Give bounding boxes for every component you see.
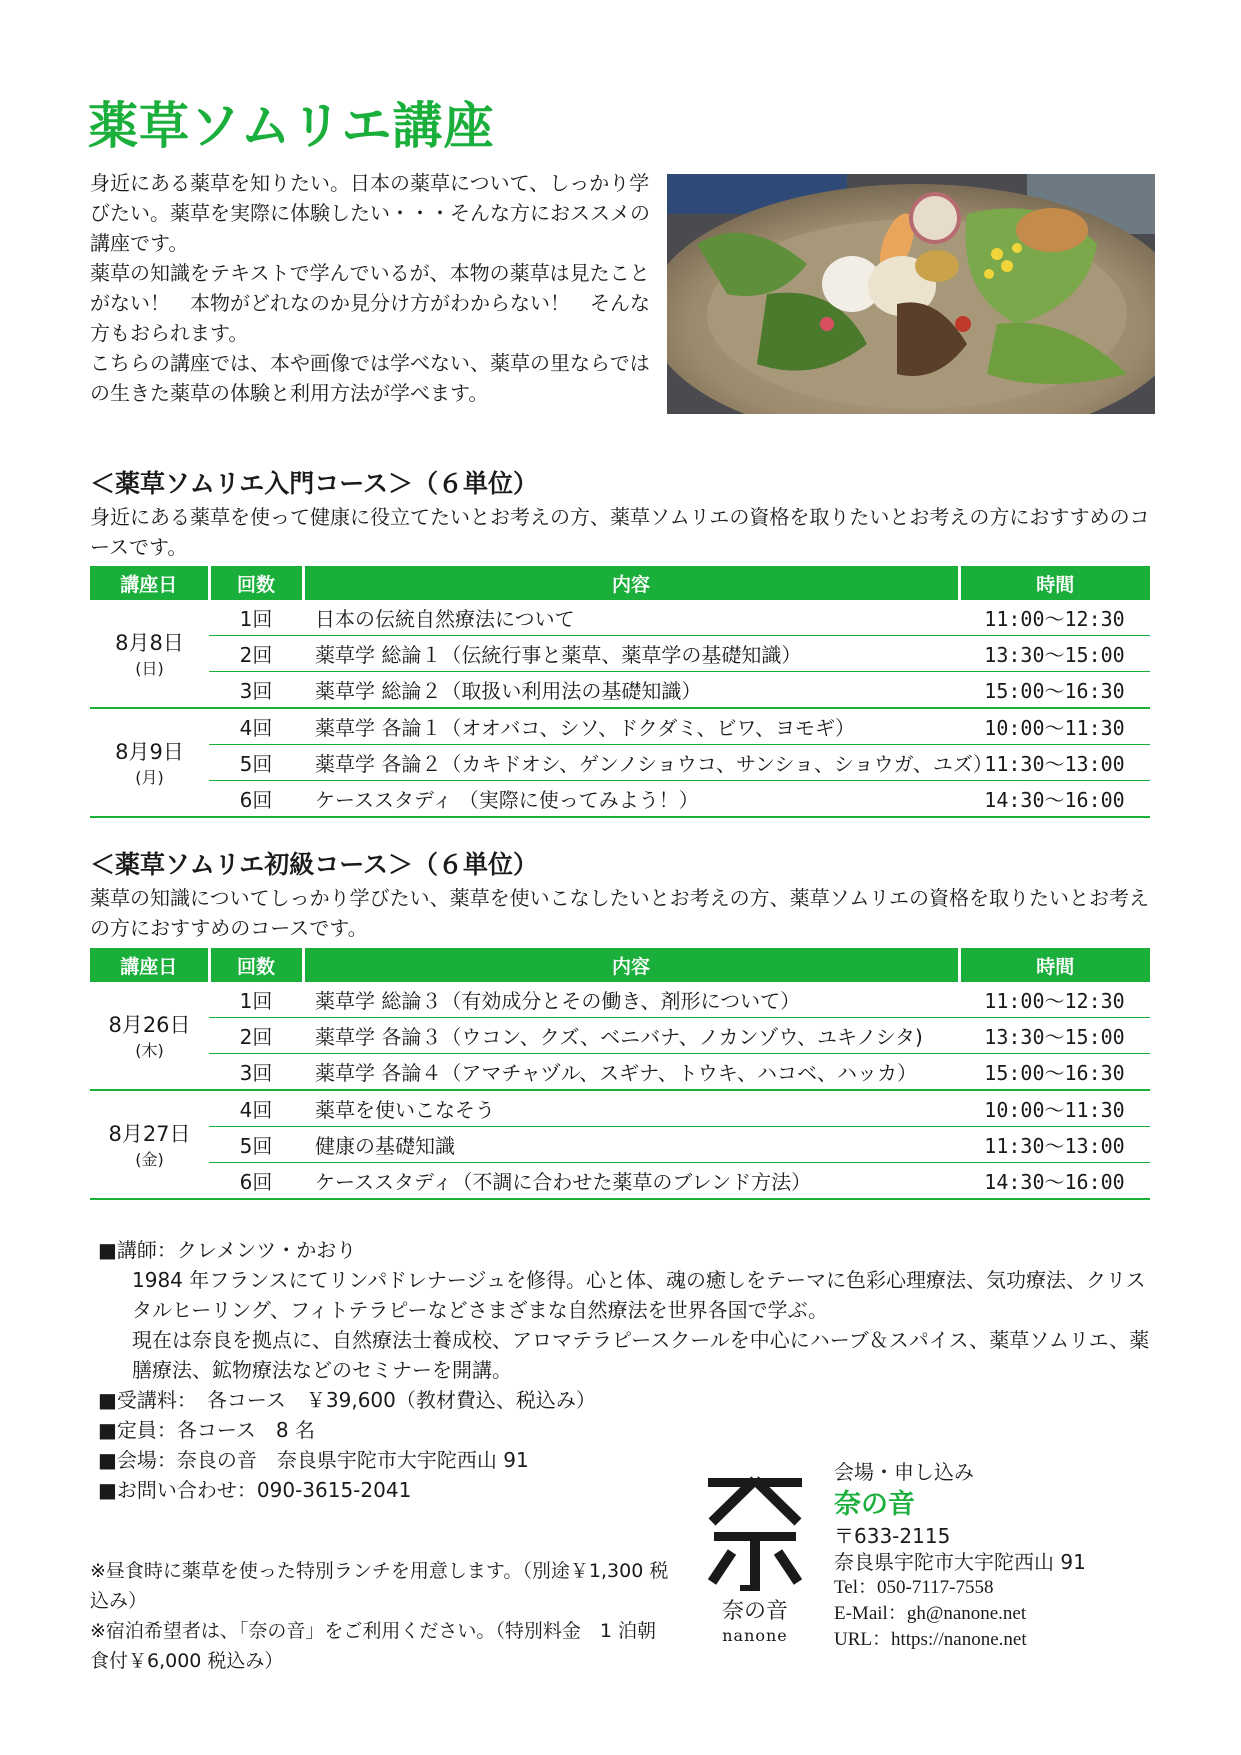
- intro-paragraph: 薬草の知識をテキストで学んでいるが、本物の薬草は見たことがない！ 本物がどれなのか見分け方がわからない！ そんな方もおられます。: [90, 261, 650, 345]
- session-date: [90, 982, 209, 1090]
- course1-description: 身近にある薬草を使って健康に役立てたいとお考えの方、薬草ソムリエの資格を取りたいとお考えの方におすすめのコースです。: [90, 505, 1150, 559]
- session-time: 14:30～16:00: [959, 1163, 1150, 1200]
- header-content: 内容: [303, 566, 959, 600]
- table-row: [90, 636, 1150, 672]
- venue-name: 奈の音: [834, 1489, 915, 1520]
- intro-paragraph: 身近にある薬草を知りたい。日本の薬草について、しっかり学びたい。薬草を実際に体験したい・・・そんな方におススメの講座です。: [90, 171, 650, 255]
- table-header-row: [90, 566, 1150, 600]
- lodging-note: ※宿泊希望者は、「奈の音」をご利用ください。（特別料金 1 泊朝食付￥6,000 税込み）: [90, 1620, 657, 1672]
- lecturer-bio: 現在は奈良を拠点に、自然療法士養成校、アロマテラピースクールを中心にハーブ＆スパイス、薬草ソムリエ、薬膳療法、鉱物療法などのセミナーを開講。: [132, 1328, 1150, 1382]
- table-row: [90, 1018, 1150, 1054]
- course1-heading: ＜薬草ソムリエ入門コース＞（６単位）: [90, 469, 539, 498]
- course2-description: 薬草の知識についてしっかり学びたい、薬草を使いこなしたいとお考えの方、薬草ソムリエの資格を取りたいとお考えの方におすすめのコースです。: [90, 886, 1149, 940]
- table-row: [90, 600, 1150, 636]
- table-header-row: [90, 948, 1150, 982]
- session-date: [90, 1090, 209, 1199]
- nanone-logo: [700, 1470, 810, 1650]
- weekday-label: (木): [135, 1040, 164, 1060]
- session-time: 11:00～12:30: [959, 982, 1150, 1018]
- session-time: 10:00～11:30: [959, 708, 1150, 745]
- table-row: [90, 672, 1150, 709]
- table-row: [90, 708, 1150, 745]
- date-label: 8月26日: [108, 1012, 191, 1037]
- weekday-label: (月): [135, 767, 164, 787]
- session-time: 13:30～15:00: [959, 636, 1150, 672]
- session-time: 15:00～16:30: [959, 672, 1150, 709]
- session-time: 14:30～16:00: [959, 781, 1150, 818]
- session-content: 薬草を使いこなそう: [303, 1090, 959, 1127]
- page-title: 薬草ソムリエ講座: [88, 97, 495, 155]
- header-date: 講座日: [90, 948, 209, 982]
- table-row: [90, 1127, 1150, 1163]
- course2-heading: ＜薬草ソムリエ初級コース＞（６単位）: [90, 850, 539, 879]
- session-content: 薬草学 各論２（カキドオシ、ゲンノショウコ、サンショ、ショウガ、ユズ）: [303, 745, 959, 781]
- session-date: [90, 708, 209, 817]
- header-num: 回数: [209, 566, 303, 600]
- session-time: 15:00～16:30: [959, 1054, 1150, 1091]
- session-date: [90, 600, 209, 708]
- course1-table: [90, 566, 1150, 818]
- session-content: ケーススタディ （実際に使ってみよう！）: [303, 781, 959, 818]
- table-row: [90, 982, 1150, 1018]
- session-content: ケーススタディ（不調に合わせた薬草のブレンド方法）: [303, 1163, 959, 1200]
- header-date: 講座日: [90, 566, 209, 600]
- session-number: 3回: [209, 1054, 303, 1091]
- venue-postal: 〒633-2115: [834, 1524, 951, 1548]
- logo-kanji-mark: [700, 1470, 810, 1594]
- session-content: 健康の基礎知識: [303, 1127, 959, 1163]
- header-content: 内容: [303, 948, 959, 982]
- capacity-line: ■定員：各コース 8 名: [98, 1418, 315, 1442]
- herbal-dish-photo: [667, 174, 1155, 414]
- session-time: 10:00～11:30: [959, 1090, 1150, 1127]
- weekday-label: (金): [135, 1149, 164, 1169]
- session-number: 1回: [209, 600, 303, 636]
- venue-contact: [834, 1457, 1164, 1653]
- table-row: [90, 781, 1150, 818]
- session-content: 薬草学 総論１（伝統行事と薬草、薬草学の基礎知識）: [303, 636, 959, 672]
- contact-line: ■お問い合わせ：090-3615-2041: [98, 1478, 412, 1502]
- session-content: 薬草学 総論３（有効成分とその働き、剤形について）: [303, 982, 959, 1018]
- weekday-label: (日): [135, 658, 164, 678]
- session-number: 4回: [209, 708, 303, 745]
- session-time: 13:30～15:00: [959, 1018, 1150, 1054]
- notes: [90, 1556, 670, 1676]
- table-row: [90, 1090, 1150, 1127]
- logo-subtitle: 奈の音: [721, 1599, 788, 1624]
- table-row: [90, 1163, 1150, 1200]
- session-number: 3回: [209, 672, 303, 709]
- session-content: 薬草学 総論２（取扱い利用法の基礎知識）: [303, 672, 959, 709]
- session-number: 5回: [209, 745, 303, 781]
- intro-paragraph: こちらの講座では、本や画像では学べない、薬草の里ならではの生きた薬草の体験と利用方法が学べます。: [90, 351, 650, 405]
- session-number: 4回: [209, 1090, 303, 1127]
- fee-line: ■受講料： 各コース ￥39,600（教材費込、税込み）: [98, 1388, 596, 1412]
- course2-table: [90, 948, 1150, 1200]
- venue-label: 会場・申し込み: [834, 1460, 974, 1484]
- session-number: 5回: [209, 1127, 303, 1163]
- venue-line: ■会場：奈良の音 奈良県宇陀市大宇陀西山 91: [98, 1448, 529, 1472]
- lunch-note: ※昼食時に薬草を使った特別ランチを用意します。（別途￥1,300 税込み）: [90, 1560, 669, 1612]
- lecturer-bio: 1984 年フランスにてリンパドレナージュを修得。心と体、魂の癒しをテーマに色彩心理療法、気功療法、クリスタルヒーリング、フィトテラピーなどさまざまな自然療法を世界各国で学ぶ。: [132, 1268, 1146, 1322]
- date-label: 8月8日: [115, 630, 184, 655]
- venue-email[interactable]: E-Mail：gh@nanone.net: [834, 1603, 1027, 1624]
- session-number: 2回: [209, 1018, 303, 1054]
- logo-romaji: nanone: [722, 1626, 788, 1645]
- lecturer-label: ■講師：クレメンツ・かおり: [98, 1238, 357, 1262]
- date-label: 8月27日: [108, 1121, 191, 1146]
- venue-url[interactable]: URL：https://nanone.net: [834, 1629, 1027, 1650]
- table-row: [90, 1054, 1150, 1091]
- header-time: 時間: [959, 566, 1150, 600]
- session-content: 薬草学 各論１（オオバコ、シソ、ドクダミ、ビワ、ヨモギ）: [303, 708, 959, 745]
- session-number: 2回: [209, 636, 303, 672]
- session-time: 11:30～13:00: [959, 1127, 1150, 1163]
- venue-tel: Tel：050-7117-7558: [834, 1577, 994, 1598]
- session-content: 薬草学 各論３（ウコン、クズ、ベニバナ、ノカンゾウ、ユキノシタ): [303, 1018, 959, 1054]
- intro-text: [90, 168, 650, 408]
- table-row: [90, 745, 1150, 781]
- venue-address: 奈良県宇陀市大宇陀西山 91: [834, 1550, 1086, 1574]
- session-time: 11:00～12:30: [959, 600, 1150, 636]
- date-label: 8月9日: [115, 739, 184, 764]
- session-number: 6回: [209, 1163, 303, 1200]
- header-num: 回数: [209, 948, 303, 982]
- session-content: 日本の伝統自然療法について: [303, 600, 959, 636]
- session-time: 11:30～13:00: [959, 745, 1150, 781]
- session-number: 1回: [209, 982, 303, 1018]
- session-content: 薬草学 各論４（アマチャヅル、スギナ、トウキ、ハコベ、ハッカ）: [303, 1054, 959, 1091]
- session-number: 6回: [209, 781, 303, 818]
- header-time: 時間: [959, 948, 1150, 982]
